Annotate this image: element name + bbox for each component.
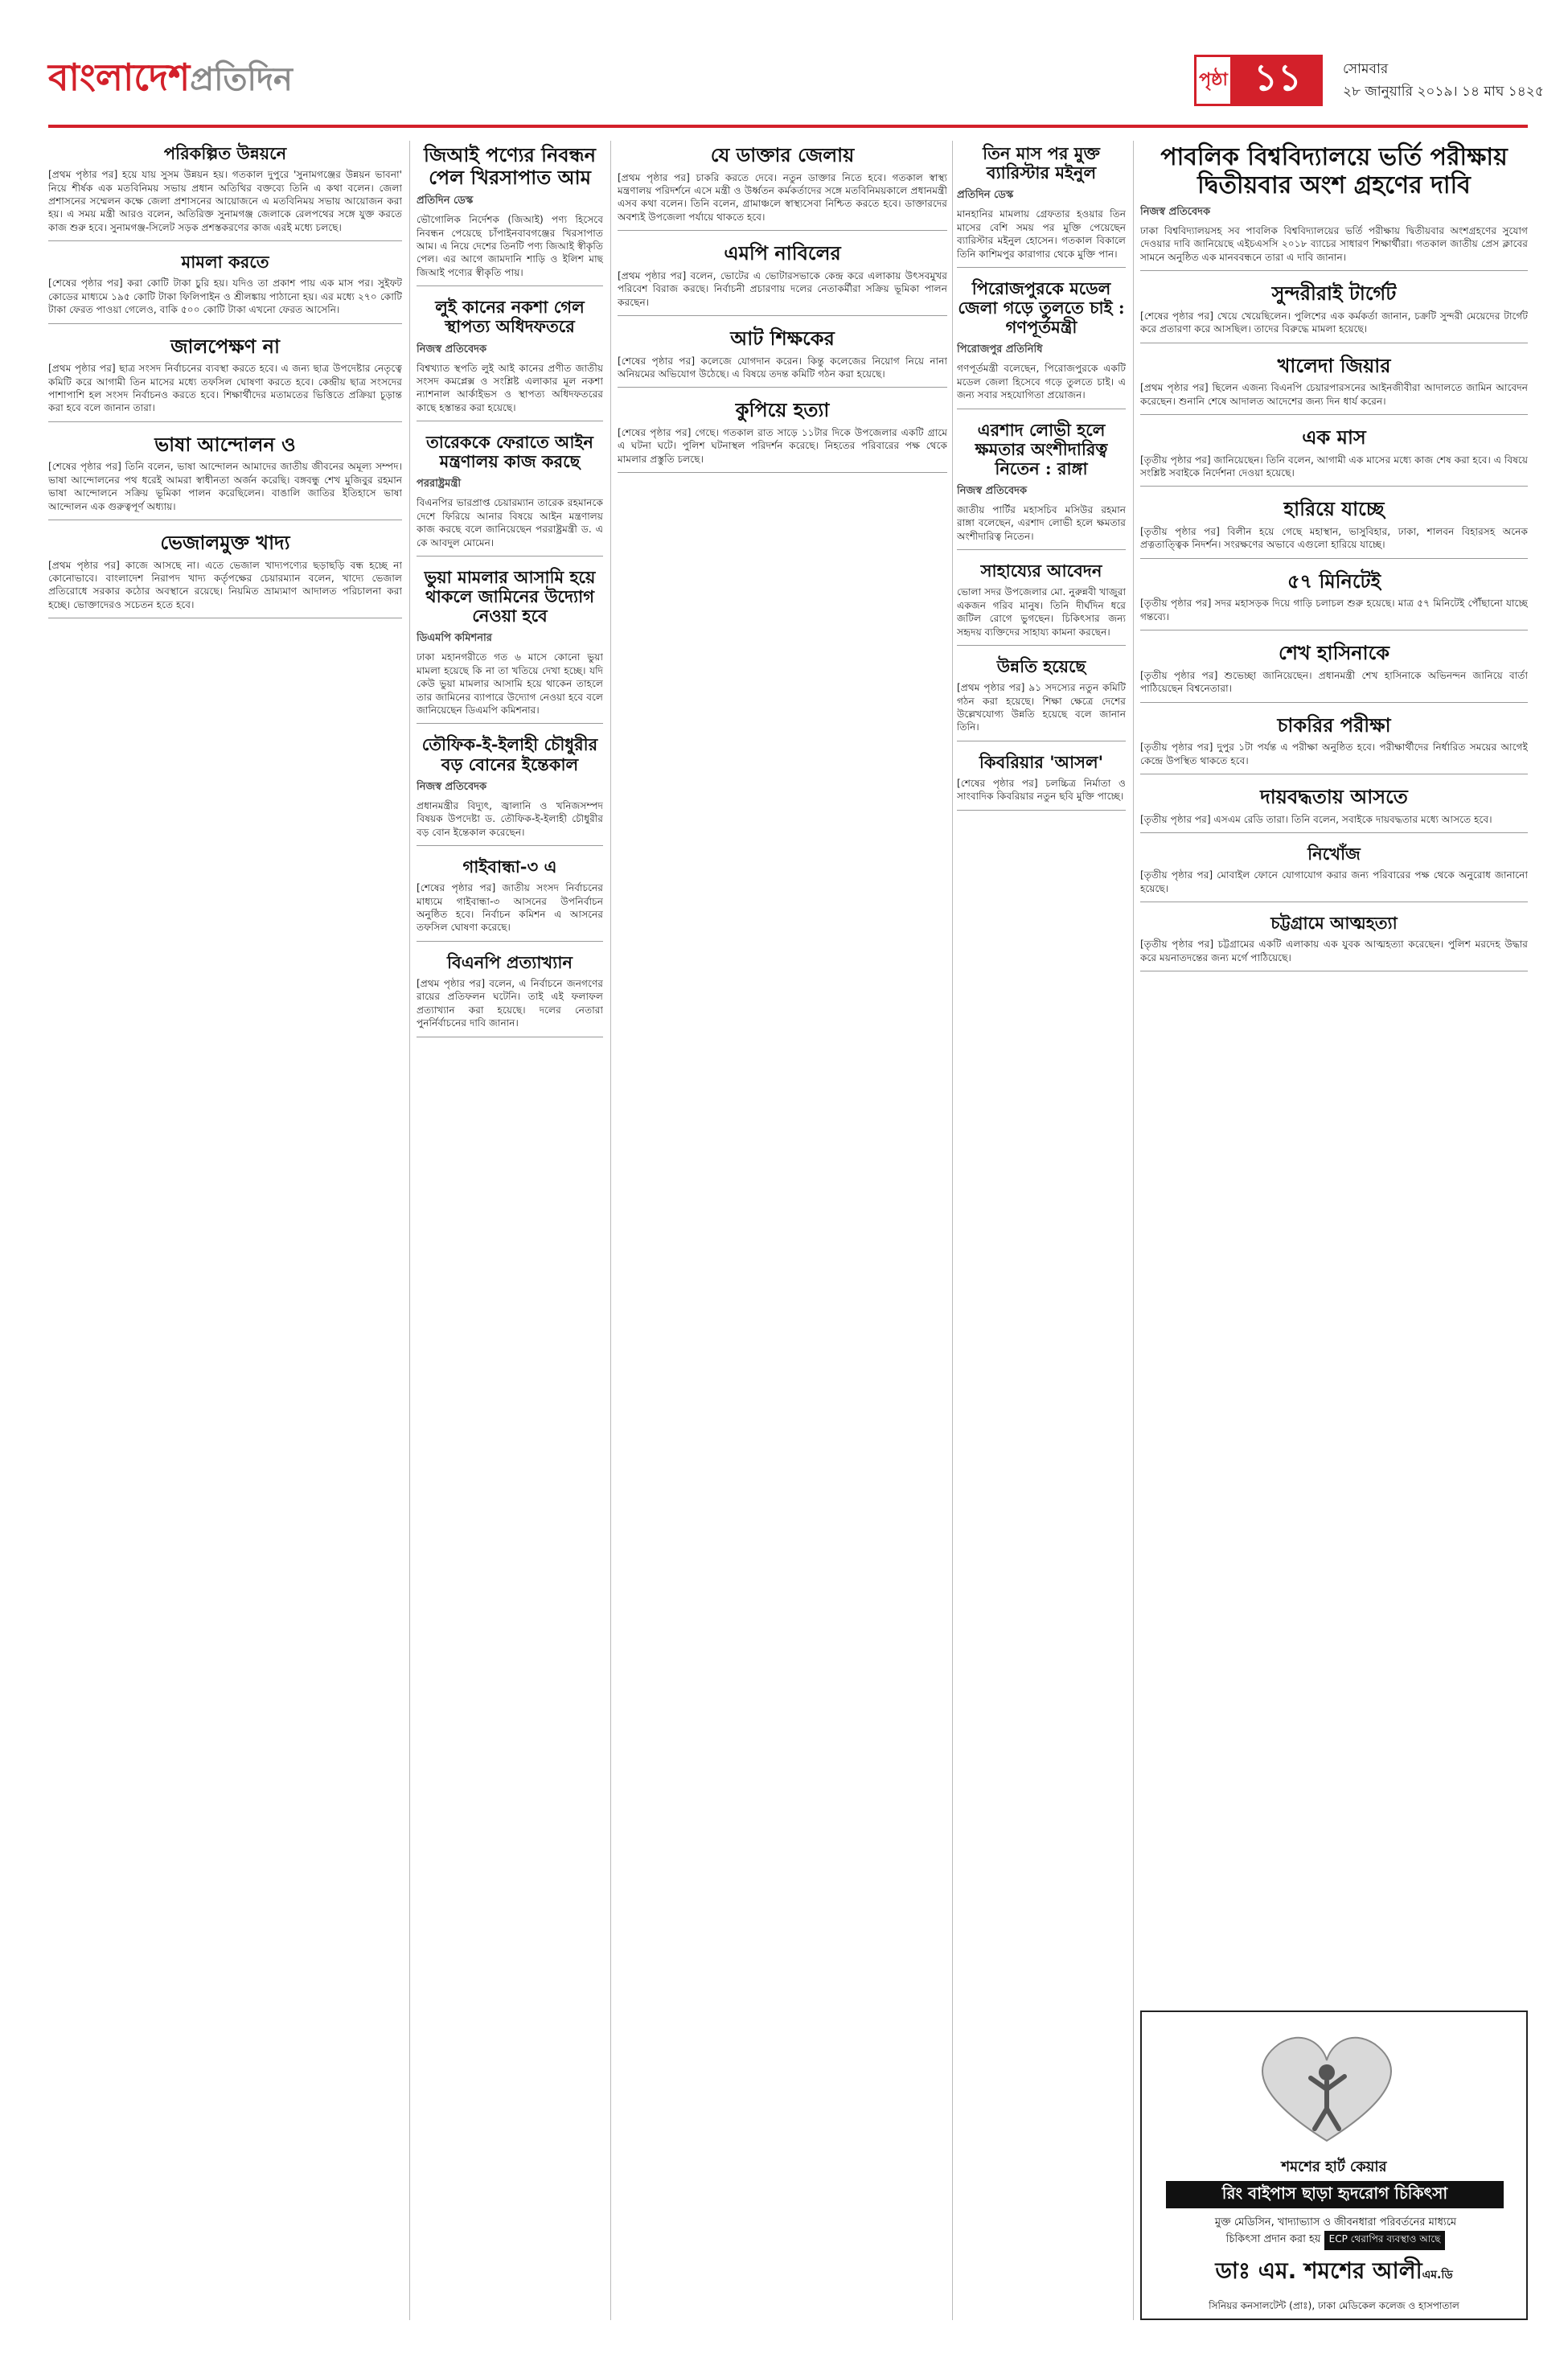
story-divider: [957, 810, 1126, 811]
doctor-name: [1142, 2253, 1526, 2291]
story-headline[interactable]: এরশাদ লোভী হলে ক্ষমতার অংশীদারিত্ব নিতেন : রাঙ্গা: [975, 419, 1108, 478]
story-paragraph: [শেষের পৃষ্ঠার পর] তিনি বলেন, ভাষা আন্দোলন আমাদের জাতীয় জীবনের অমূল্য সম্পদ। ভাষা আন্দোলনের পথ ধরেই আমরা স্বাধীনতা অর্জন করেছি। বঙ্গবন্ধু শেখ মুজিবুর রহমান ভাষা আন্দোলনে সক্রিয় ভূমিকা পালন করেছিলেন। বাঙালি জাতির ইতিহাসে ভাষা আন্দোলন এক গুরুত্বপূর্ণ অধ্যায়।: [48, 461, 402, 512]
news-story[interactable]: [417, 298, 603, 421]
news-story[interactable]: [957, 657, 1126, 741]
doctor-name-text: ডাঃ এম. শমশের আলী: [1215, 2257, 1422, 2284]
news-story[interactable]: [417, 433, 603, 557]
news-story[interactable]: [618, 242, 947, 316]
story-paragraph: [তৃতীয় পৃষ্ঠার পর] চট্টগ্রামের একটি এলাকায় এক যুবক আত্মহত্যা করেছেন। পুলিশ মরদেহ উদ্ধার করে ময়নাতদন্তের জন্য মর্গে পাঠিয়েছে।: [1140, 939, 1528, 963]
story-paragraph: [প্রথম পৃষ্ঠার পর] বলেন, এ নির্বাচনে জনগণের রায়ের প্রতিফলন ঘটেনি। তাই এই ফলাফল প্রত্যাখ্যান করা হয়েছে। দলের নেতারা পুনর্নির্বাচনের দাবি জানান।: [417, 977, 603, 1029]
news-story[interactable]: [1140, 844, 1528, 902]
story-headline[interactable]: বিএনপি প্রত্যাখ্যান: [447, 951, 573, 972]
news-story[interactable]: [1140, 355, 1528, 415]
news-story[interactable]: [417, 953, 603, 1037]
story-divider: [48, 323, 402, 324]
story-headline[interactable]: ভাষা আন্দোলন ও: [154, 432, 296, 456]
story-body: [957, 207, 1126, 261]
story-paragraph: জাতীয় পার্টির মহাসচিব মসিউর রহমান রাঙ্গা বলেছেন, এরশাদ লোভী হলে ক্ষমতার অংশীদারিত্ব নিতেন।: [957, 503, 1126, 542]
story-headline[interactable]: কুপিয়ে হত্যা: [735, 398, 830, 422]
story-body: [417, 362, 603, 415]
story-body: [1140, 381, 1528, 408]
story-body: [618, 355, 947, 381]
story-paragraph: [প্রথম পৃষ্ঠার পর] ছাত্র সংসদ নির্বাচনের ব্যবস্থা করতে হবে। এ জন্য ছাত্র উপদেষ্টার নেতৃত্বে কমিটি করে আগামী তিন মাসের মধ্যে তফসিল ঘোষণা করতে হবে। কেন্দ্রীয় ছাত্র সংসদের পাশাপাশি হল সংসদ নির্বাচনও করতে হবে। শিক্ষার্থীদের মতামতের ভিত্তিতে প্রক্রিয়া চূড়ান্ত করা হবে বলে জানান তারা।: [48, 363, 402, 414]
story-byline: প্রতিদিন ডেস্ক: [957, 189, 1014, 202]
story-headline[interactable]: তারেককে ফেরাতে আইন মন্ত্রণালয় কাজ করছে: [426, 432, 593, 472]
story-paragraph: [তৃতীয় পৃষ্ঠার পর] মোবাইল ফোনে যোগাযোগ করার জন্য পরিবারের পক্ষ থেকে অনুরোধ জানানো হয়েছে।: [1140, 869, 1528, 894]
weekday: সোমবার: [1343, 61, 1389, 77]
story-divider: [618, 387, 947, 388]
story-divider: [618, 230, 947, 231]
story-paragraph: [প্রথম পৃষ্ঠার পর] ৯১ সদস্যের নতুন কমিটি গঠন করা হয়েছে। শিক্ষা ক্ষেত্রে দেশের উল্লেখযোগ্য উন্নতি হয়েছে বলে জানান তিনি।: [957, 682, 1126, 733]
ecp-therapy-tag: ECP থেরাপির ব্যবস্থাও আছে: [1324, 2231, 1446, 2250]
news-story[interactable]: [1140, 914, 1528, 971]
column-divider: [610, 141, 611, 2320]
news-story[interactable]: [618, 144, 947, 231]
story-headline[interactable]: ভুয়া মামলার আসামি হয়ে থাকলে জামিনের উদ্যোগ নেওয়া হবে: [424, 567, 596, 626]
story-paragraph: ভৌগোলিক নির্দেশক (জিআই) পণ্য হিসেবে নিবন্ধন পেয়েছে চাঁপাইনবাবগঞ্জের খিরসাপাত আম। এ নিয়ে দেশের তিনটি পণ্য জিআই স্বীকৃতি পেল। এর আগে জামদানি শাড়ি ও ইলিশ মাছ জিআই পণ্যের স্বীকৃতি পায়।: [417, 214, 603, 278]
story-headline[interactable]: এক মাস: [1302, 425, 1366, 450]
story-paragraph: [তৃতীয় পৃষ্ঠার পর] বিলীন হয়ে গেছে মহাস্থান, ভাসুবিহার, ঢাকা, শালবন বিহারসহ অনেক প্রত্নতাত্ত্বিক নিদর্শন। সংরক্ষণের অভাবে এগুলো হারিয়ে যাচ্ছে।: [1140, 526, 1528, 551]
story-byline: নিজস্ব প্রতিবেদক: [417, 780, 487, 793]
story-paragraph: [প্রথম পৃষ্ঠার পর] চাকরি করতে দেবে। নতুন ডাক্তার নিতে হবে। গতকাল স্বাস্থ্য মন্ত্রণালয় পরিদর্শনে এসে মন্ত্রী ও উর্ধ্বতন কর্মকর্তাদের সঙ্গে মতবিনিময়কালে প্রধানমন্ত্রী এসব কথা বলেন। তিনি বলেন, গ্রামাঞ্চলে স্বাস্থ্যসেবা নিশ্চিত করতে হবে। ডাক্তারদের অবশ্যই উপজেলা পর্যায়ে থাকতে হবে।: [618, 171, 947, 223]
story-body: [1140, 869, 1528, 895]
story-paragraph: [প্রথম পৃষ্ঠার পর] বলেন, ভোটের এ ভোটারসভাকে কেন্দ্র করে এলাকায় উৎসবমুখর পরিবেশ বিরাজ করছে। নির্বাচনী প্রচারণায় দলের নেতাকর্মীরা সক্রিয় ভূমিকা পালন করছেন।: [618, 269, 947, 308]
doctor-degree: এম.ডি: [1422, 2269, 1453, 2282]
story-paragraph: [প্রথম পৃষ্ঠার পর] হয়ে যায় সুসম উন্নয়ন হয়। গতকাল দুপুরে 'সুনামগঞ্জের উন্নয়ন ভাবনা' নিয়ে শীর্ষক এক মতবিনিময় সভায় প্রধান অতিথির বক্তব্যে তিনি এ কথা বলেন। জেলা প্রশাসনের সম্মেলন কক্ষে জেলা প্রশাসনের আয়োজনে এ মতবিনিময় সভায় আয়োজন করা হয়। এ সময় মন্ত্রী আরও বলেন, অতিরিক্ত সুনামগঞ্জ জেলাকে রেলপথের সঙ্গে যুক্ত করতে কাজ শুরু হবে। সুনামগঞ্জ-সিলেট সড়ক প্রশস্তকরণের কাজ এরই মধ্যে চলছে।: [48, 169, 402, 233]
column-2: [417, 141, 603, 2320]
story-paragraph: [তৃতীয় পৃষ্ঠার পর] জানিয়েছেন। তিনি বলেন, আগামী এক মাসের মধ্যে কাজ শেষ করা হবে। এ বিষয়ে সংশ্লিষ্ট সবাইকে নির্দেশনা দেওয়া হয়েছে।: [1140, 454, 1528, 479]
story-paragraph: [শেষের পৃষ্ঠার পর] গেছে। গতকাল রাত সাড়ে ১১টার দিকে উপজেলার একটি গ্রামে এ ঘটনা ঘটে। পুলিশ ঘটনাস্থল পরিদর্শন করেছে। নিহতের পরিবারের পক্ষ থেকে মামলার প্রস্তুতি চলছে।: [618, 427, 947, 465]
story-body: [1140, 454, 1528, 480]
story-body: [417, 799, 603, 839]
heart-logo-icon: [1246, 2028, 1407, 2149]
story-divider: [48, 240, 402, 241]
story-divider: [417, 941, 603, 942]
story-body: [48, 460, 402, 513]
news-story[interactable]: [618, 399, 947, 473]
page-number-badge: [1194, 55, 1323, 106]
heart-care-advertisement[interactable]: [1140, 2011, 1528, 2320]
story-headline[interactable]: জালপেক্ষণ না: [170, 334, 280, 358]
story-paragraph: [প্রথম পৃষ্ঠার পর] ছিলেন এজন্য বিএনপি চেয়ারপারসনের আইনজীবীরা আদালতে জামিন আবেদন করেছেন। শুনানি শেষে আদালত আদেশের জন্য দিন ধার্য করেন।: [1140, 382, 1528, 407]
story-paragraph: ভোলা সদর উপজেলার মো. নুরুন্নবী খাজুরা একজন গরিব মানুষ। তিনি দীর্ঘদিন ধরে জটিল রোগে ভুগছেন। চিকিৎসার জন্য সহৃদয় ব্যক্তিদের সাহায্য কামনা করছেন।: [957, 586, 1126, 638]
story-headline[interactable]: ভেজালমুক্ত খাদ্য: [160, 530, 290, 554]
story-headline[interactable]: পিরোজপুরকে মডেল জেলা গড়ে তুলতে চাই : গণপূর্তমন্ত্রী: [958, 277, 1125, 338]
news-story[interactable]: [1140, 786, 1528, 833]
story-body: [417, 213, 603, 279]
story-divider: [417, 845, 603, 846]
story-body: [417, 977, 603, 1030]
story-headline[interactable]: কিবরিয়ার 'আসল': [979, 751, 1104, 772]
story-paragraph: [শেষের পৃষ্ঠার পর] করা কোটি টাকা চুরি হয়। যদিও তা প্রকাশ পায় এক মাস পর। সুইফট কোডের মাধ্যমে ১৯৫ কোটি টাকা ফিলিপাইন ও শ্রীলঙ্কায় পাঠানো হয়। এর মধ্যে ২৭০ কোটি টাকা ফেরত পাওয়া গেলেও, বাকি ৫০০ কোটি টাকা এখনো ফেরত আসেনি।: [48, 277, 402, 316]
story-headline[interactable]: দায়বদ্ধতায় আসতে: [1260, 785, 1408, 809]
story-headline[interactable]: ৫৭ মিনিটেই: [1287, 569, 1381, 593]
story-paragraph: মানহানির মামলায় গ্রেফতার হওয়ার তিন মাসের বেশি সময় পর মুক্তি পেয়েছেন ব্যারিস্টার মইনুল হোসেন। গতকাল বিকালে তিনি কাশিমপুর কারাগার থেকে মুক্তি পান।: [957, 208, 1126, 260]
ad-line-2-text: চিকিৎসা প্রদান করা হয়: [1225, 2233, 1321, 2245]
story-body: [1140, 224, 1528, 264]
date: ২৮ জানুয়ারি ২০১৯। ১৪ মাঘ ১৪২৫: [1343, 84, 1544, 100]
ad-line-1: মুক্ত মেডিসিন, খাদ্যাভ্যাস ও জীবনধারা পরিবর্তনের মাধ্যমে: [1214, 2216, 1457, 2228]
story-divider: [618, 315, 947, 316]
story-headline[interactable]: আট শিক্ষকের: [730, 327, 835, 351]
story-paragraph: বিশ্বখ্যাত স্থপতি লুই আই কানের প্রণীত জাতীয় সংসদ কমপ্লেক্স ও সংশ্লিষ্ট এলাকার মূল নকশা ন্যাশনাল আর্কাইভস ও স্থাপত্য অধিদফতরের কাছে হস্তান্তর করা হয়েছে।: [417, 362, 603, 413]
story-body: [957, 362, 1126, 401]
story-body: [1140, 597, 1528, 623]
column-1: [48, 141, 402, 2320]
story-paragraph: [তৃতীয় পৃষ্ঠার পর] দুপুর ১টা পর্যন্ত এ পরীক্ষা অনুষ্ঠিত হবে। পরীক্ষার্থীদের নির্ধারিত সময়ের আগেই কেন্দ্রে উপস্থিত থাকতে হবে।: [1140, 741, 1528, 766]
story-divider: [957, 549, 1126, 550]
story-paragraph: ঢাকা মহানগরীতে গত ৬ মাসে কোনো ভুয়া মামলা হয়েছে কি না তা খতিয়ে দেখা হচ্ছে। যদি কেউ ভুয়া মামলার আসামি হয়ে থাকেন তাহলে তার জামিনের ব্যাপারে উদ্যোগ নেওয়া হবে বলে জানিয়েছেন ডিএমপি কমিশনার।: [417, 651, 603, 717]
news-story[interactable]: [48, 335, 402, 422]
story-paragraph: [তৃতীয় পৃষ্ঠার পর] শুভেচ্ছা জানিয়েছেন। প্রধানমন্ত্রী শেখ হাসিনাকে অভিনন্দন জানিয়ে বার্তা পাঠিয়েছেন বিশ্বনেতারা।: [1140, 669, 1528, 695]
story-paragraph: প্রধানমন্ত্রীর বিদ্যুৎ, জ্বালানি ও খনিজসম্পদ বিষয়ক উপদেষ্টা ড. তৌফিক-ই-ইলাহী চৌধুরীর বড় বোন ইন্তেকাল করেছেন।: [417, 799, 603, 838]
story-divider: [957, 645, 1126, 646]
ad-footer: সিনিয়র কনসালটেন্ট (প্রাঃ), ঢাকা মেডিকেল কলেজ ও হাসপাতাল: [1209, 2300, 1459, 2311]
news-story[interactable]: [1140, 144, 1528, 271]
news-story[interactable]: [1140, 498, 1528, 558]
story-body: [1140, 310, 1528, 336]
column-divider: [952, 141, 953, 2320]
story-byline: পিরোজপুর প্রতিনিধি: [957, 343, 1043, 356]
masthead: [48, 50, 1544, 130]
story-byline: নিজস্ব প্রতিবেদক: [417, 343, 487, 355]
story-body: [48, 559, 402, 612]
news-story[interactable]: [417, 857, 603, 942]
story-byline: নিজস্ব প্রতিবেদক: [957, 484, 1028, 497]
page-number: ১১: [1233, 55, 1323, 106]
story-paragraph: [শেষের পৃষ্ঠার পর] জাতীয় সংসদ নির্বাচনের মাধ্যমে গাইবান্ধা-৩ আসনের উপনির্বাচন অনুষ্ঠিত হবে। নির্বাচন কমিশন এ আসনের তফসিল ঘোষণা করেছে।: [417, 882, 603, 934]
story-headline[interactable]: এমপি নাবিলের: [724, 241, 841, 265]
story-headline[interactable]: তৌফিক-ই-ইলাহী চৌধুরীর বড় বোনের ইন্তেকাল: [421, 734, 598, 774]
news-story[interactable]: [957, 279, 1126, 409]
story-body: [618, 426, 947, 466]
story-divider: [1140, 702, 1528, 703]
story-divider: [1140, 558, 1528, 559]
story-body: [48, 168, 402, 234]
story-body: [1140, 525, 1528, 552]
brand-part-1: বাংলাদেশ: [48, 55, 191, 99]
masthead-rule: [48, 125, 1528, 128]
story-body: [957, 585, 1126, 639]
story-headline[interactable]: জিআই পণ্যের নিবন্ধন পেল খিরসাপাত আম: [423, 143, 597, 189]
story-paragraph: গণপূর্তমন্ত্রী বলেছেন, পিরোজপুরকে একটি মডেল জেলা হিসেবে গড়ে তুলতে চাই। এ জন্য সবার সহযোগিতা প্রয়োজন।: [957, 363, 1126, 401]
story-paragraph: বিএনপির ভারপ্রাপ্ত চেয়ারম্যান তারেক রহমানকে দেশে ফিরিয়ে আনার বিষয়ে আইন মন্ত্রণালয় কাজ করছে বলে জানিয়েছেন পররাষ্ট্রমন্ত্রী ড. এ কে আবদুল মোমেন।: [417, 497, 603, 548]
column-divider: [1133, 141, 1134, 2320]
story-paragraph: ঢাকা বিশ্ববিদ্যালয়সহ সব পাবলিক বিশ্ববিদ্যালয়ের ভর্তি পরীক্ষায় দ্বিতীয়বার অংশগ্রহণের সুযোগ দেওয়ার দাবি জানিয়েছে এইচএসসি ২০১৮ ব্যাচের সাধারণ শিক্ষার্থীরা। গতকাল জাতীয় প্রেস ক্লাবের সামনে অনুষ্ঠিত এক মানববন্ধনে তারা এ দাবি জানান।: [1140, 225, 1528, 263]
news-story[interactable]: [417, 568, 603, 724]
story-divider: [48, 421, 402, 422]
news-story[interactable]: [417, 735, 603, 846]
brand-part-2: প্রতিদিন: [190, 60, 293, 98]
column-4: [957, 141, 1126, 2320]
ad-brand-name: শমশের হার্ট কেয়ার: [1281, 2158, 1387, 2175]
story-paragraph: [শেষের পৃষ্ঠার পর] খেয়ে খেয়েছিলেন। পুলিশের এক কর্মকর্তা জানান, চক্রটি সুন্দরী মেয়েদের টার্গেট করে প্রতারণা করে আসছিল। তাদের বিরুদ্ধে মামলা হয়েছে।: [1140, 310, 1528, 335]
story-byline: পররাষ্ট্রমন্ত্রী: [417, 478, 462, 491]
story-divider: [1140, 270, 1528, 271]
news-story[interactable]: [1140, 714, 1528, 774]
column-divider: [409, 141, 410, 2320]
news-story[interactable]: [1140, 642, 1528, 702]
story-divider: [417, 285, 603, 286]
story-body: [1140, 813, 1528, 826]
story-headline[interactable]: মামলা করতে: [181, 252, 269, 273]
story-body: [618, 171, 947, 224]
news-story[interactable]: [48, 433, 402, 520]
story-byline: ডিএমপি কমিশনার: [417, 632, 492, 645]
story-headline[interactable]: হারিয়ে যাচ্ছে: [1283, 497, 1385, 521]
story-divider: [417, 723, 603, 724]
story-body: [48, 277, 402, 316]
column-3: [618, 141, 947, 2320]
story-headline[interactable]: সুন্দরীরাই টার্গেট: [1271, 281, 1397, 306]
news-story[interactable]: [957, 421, 1126, 551]
story-body: [957, 777, 1126, 803]
story-paragraph: [তৃতীয় পৃষ্ঠার পর] এসএম রেডি তারা। তিনি বলেন, সবাইকে দায়বদ্ধতার মধ্যে আসতে হবে।: [1140, 813, 1492, 825]
story-paragraph: [শেষের পৃষ্ঠার পর] চলচ্চিত্র নির্মাতা ও সাংবাদিক কিবরিয়ার নতুন ছবি মুক্তি পাচ্ছে।: [957, 777, 1126, 803]
story-body: [957, 681, 1126, 734]
story-headline[interactable]: তিন মাস পর মুক্ত ব্যারিস্টার মইনুল: [983, 143, 1100, 183]
story-headline[interactable]: যে ডাক্তার জেলায়: [710, 143, 855, 166]
news-story[interactable]: [957, 561, 1126, 646]
story-divider: [1140, 486, 1528, 487]
story-body: [417, 881, 603, 934]
story-paragraph: [তৃতীয় পৃষ্ঠার পর] সদর মহাসড়ক দিয়ে গাড়ি চলাচল শুরু হয়েছে। মাত্র ৫৭ মিনিটেই পৌঁছানো যাচ্ছে গন্তব্যে।: [1140, 598, 1528, 622]
story-headline[interactable]: খালেদা জিয়ার: [1277, 353, 1391, 377]
story-headline[interactable]: গাইবান্ধা-৩ এ: [462, 856, 557, 877]
news-story[interactable]: [1140, 282, 1528, 343]
news-story[interactable]: [48, 253, 402, 323]
news-story[interactable]: [417, 144, 603, 286]
story-body: [1140, 938, 1528, 964]
news-story[interactable]: [48, 144, 402, 241]
news-story[interactable]: [48, 532, 402, 618]
story-byline: নিজস্ব প্রতিবেদক: [1140, 206, 1211, 218]
story-headline[interactable]: পাবলিক বিশ্ববিদ্যালয়ে ভর্তি পরীক্ষায় দ্বিতীয়বার অংশ গ্রহণের দাবি: [1160, 143, 1508, 199]
story-divider: [1140, 832, 1528, 833]
story-headline[interactable]: পরিকল্পিত উন্নয়নে: [163, 143, 287, 163]
story-body: [417, 651, 603, 717]
story-body: [48, 362, 402, 415]
story-headline[interactable]: সাহায্যের আবেদন: [980, 561, 1102, 581]
story-headline[interactable]: চাকরির পরীক্ষা: [1277, 713, 1391, 737]
news-story[interactable]: [957, 144, 1126, 268]
story-divider: [618, 472, 947, 473]
story-headline[interactable]: লুই কানের নকশা গেল স্থাপত্য অধিদফতরে: [435, 297, 585, 337]
ad-banner: রিং বাইপাস ছাড়া হৃদরোগ চিকিৎসা: [1166, 2181, 1504, 2208]
story-body: [618, 269, 947, 309]
ad-line-2: [1153, 2231, 1518, 2250]
page-label: পৃষ্ঠা: [1194, 55, 1233, 106]
story-body: [957, 503, 1126, 543]
story-headline[interactable]: শেখ হাসিনাকে: [1278, 641, 1390, 665]
story-headline[interactable]: উন্নতি হয়েছে: [996, 655, 1086, 676]
story-body: [1140, 669, 1528, 696]
story-divider: [1140, 414, 1528, 415]
news-story[interactable]: [1140, 570, 1528, 630]
dateline: [1343, 58, 1544, 103]
story-divider: [957, 267, 1126, 268]
story-divider: [417, 556, 603, 557]
story-headline[interactable]: চট্টগ্রামে আত্মহত্যা: [1270, 913, 1398, 934]
news-story[interactable]: [957, 753, 1126, 811]
story-byline: প্রতিদিন ডেস্ক: [417, 195, 474, 207]
story-paragraph: [শেষের পৃষ্ঠার পর] কলেজে যোগদান করেন। কিন্তু কলেজের নিয়োগ নিয়ে নানা অনিয়মের অভিযোগ উঠেছে। এ বিষয়ে তদন্ত কমিটি গঠন করা হয়েছে।: [618, 355, 947, 380]
story-body: [417, 496, 603, 549]
news-story[interactable]: [618, 327, 947, 388]
story-body: [1140, 741, 1528, 767]
newspaper-logo[interactable]: [48, 50, 293, 111]
news-story[interactable]: [1140, 426, 1528, 487]
column-5: [1140, 141, 1528, 1998]
story-headline[interactable]: নিখোঁজ: [1307, 844, 1361, 865]
story-paragraph: [প্রথম পৃষ্ঠার পর] কাজে আসছে না। এতে ভেজাল খাদ্যপণ্যের ছড়াছড়ি বন্ধ হচ্ছে না কোনোভাবে। বাংলাদেশ নিরাপদ খাদ্য কর্তৃপক্ষের চেয়ারম্যান বলেন, খাদ্যে ভেজাল প্রতিরোধে সরকার কঠোর অবস্থানে রয়েছে। নিয়মিত ভ্রাম্যমাণ আদালত পরিচালনা করা হচ্ছে। ভোক্তাদেরও সচেতন হতে হবে।: [48, 559, 402, 610]
